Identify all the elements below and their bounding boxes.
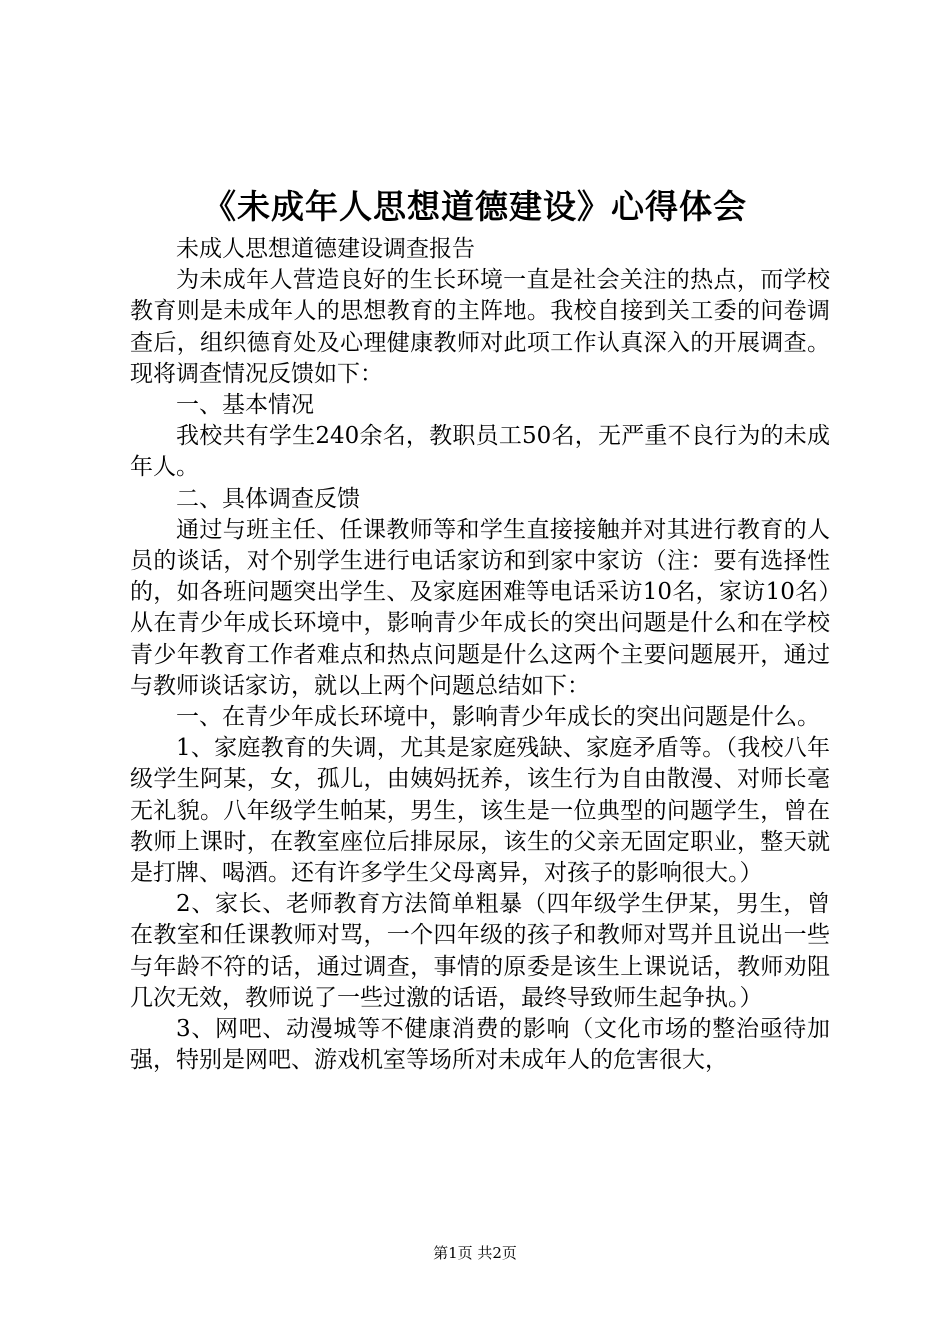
list-item-unhealthy-consumption: 3、网吧、动漫城等不健康消费的影响（文化市场的整治亟待加强，特别是网吧、游戏机室等场所对未成年人的危害很大，: [130, 1016, 830, 1074]
document-title: 《未成年人思想道德建设》心得体会: [203, 187, 747, 226]
paragraph-report-heading: 未成人思想道德建设调查报告: [176, 236, 475, 262]
paragraph-survey-method: 通过与班主任、任课教师等和学生直接接触并对其进行教育的人员的谈话，对个别学生进行电话家访和到家中家访（注：要有选择性的，如各班问题突出学生、及家庭困难等电话采访10名，家访10名）从在青少年成长环境中，影响青少年成长的突出问题是什么和在学校青少年教育工作者难点和热点问题是什么这两个主要问题展开，通过与教师谈话家访，就以上两个问题总结如下：: [130, 516, 830, 699]
section-heading-basic-situation: 一、基本情况: [176, 392, 314, 419]
paragraph-introduction: 为未成年人营造良好的生长环境一直是社会关注的热点，而学校教育则是未成年人的思想教育的主阵地。我校自接到关工委的问卷调查后，组织德育处及心理健康教师对此项工作认真深入的开展调查。现将调查情况反馈如下：: [130, 267, 830, 387]
list-item-family-education: 1、家庭教育的失调，尤其是家庭残缺、家庭矛盾等。（我校八年级学生阿某，女，孤儿，由姨妈抚养，该生行为自由散漫、对师长毫无礼貌。八年级学生帕某，男生，该生是一位典型的问题学生，曾在教师上课时，在教室座位后排尿尿，该生的父亲无固定职业，整天就是打牌、喝酒。还有许多学生父母离异，对孩子的影响很大。）: [130, 735, 830, 887]
list-item-education-methods: 2、家长、老师教育方法简单粗暴（四年级学生伊某，男生，曾在教室和任课教师对骂，一个四年级的孩子和教师对骂并且说出一些与年龄不符的话，通过调查，事情的原委是该生上课说话，教师劝阻几次无效，教师说了一些过激的话语，最终导致师生起争执。）: [130, 891, 830, 1011]
subsection-heading-prominent-problems: 一、在青少年成长环境中，影响青少年成长的突出问题是什么。: [176, 704, 820, 731]
section-heading-survey-feedback: 二、具体调查反馈: [176, 485, 360, 512]
paragraph-basic-situation: 我校共有学生240余名，教职员工50名，无严重不良行为的未成年人。: [130, 423, 830, 481]
page-number-footer: 第1页 共2页: [433, 1244, 517, 1262]
document-body: [130, 234, 830, 1076]
